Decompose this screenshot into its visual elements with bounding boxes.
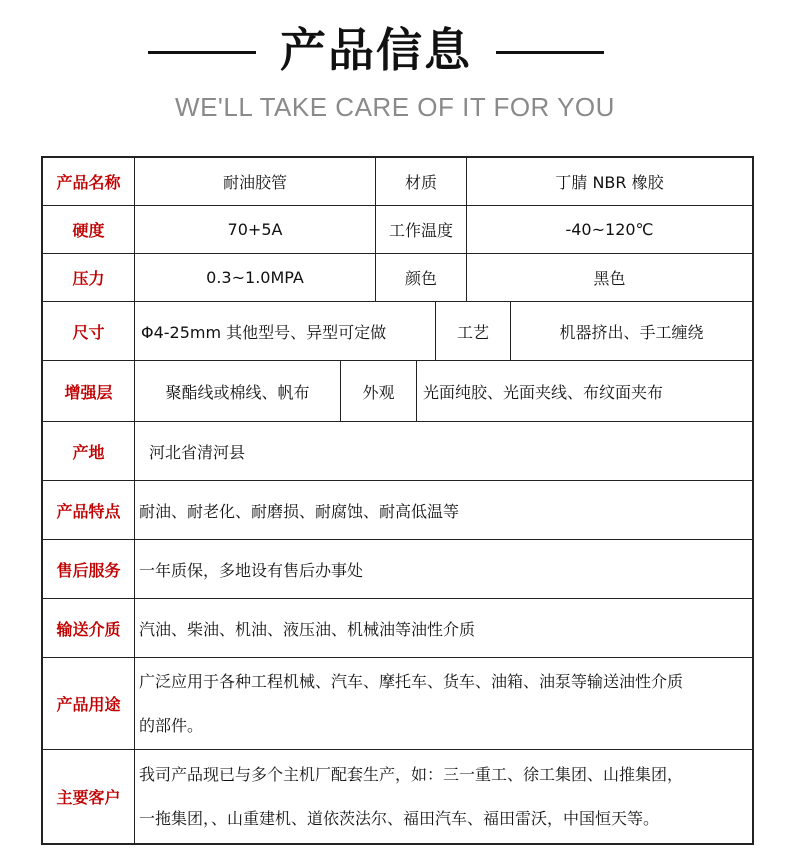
service-value: 一年质保，多地设有售后办事处 — [134, 540, 752, 598]
color-value: 黑色 — [466, 254, 752, 301]
name-value: 耐油胶管 — [134, 158, 375, 205]
title-rule-right — [496, 51, 604, 54]
pressure-label: 压力 — [72, 269, 105, 288]
row-hardness — [43, 206, 752, 254]
color-label: 颜色 — [375, 254, 466, 301]
reinforce-value: 聚酯线或棉线、帆布 — [134, 361, 340, 421]
features-value: 耐油、耐老化、耐磨损、耐腐蚀、耐高低温等 — [134, 481, 752, 539]
medium-label: 输送介质 — [56, 619, 121, 639]
size-label: 尺寸 — [72, 322, 105, 342]
row-pressure — [43, 254, 752, 302]
customers-line-1: 我司产品现已与多个主机厂配套生产，如：三一重工、徐工集团、山推集团， — [139, 764, 684, 784]
origin-value: 河北省清河县 — [134, 422, 752, 480]
usage-line-2: 的部件。 — [139, 715, 204, 735]
usage-line-1: 广泛应用于各种工程机械、汽车、摩托车、货车、油箱、油泵等输送油性介质 — [139, 671, 684, 691]
temp-label: 工作温度 — [375, 206, 466, 253]
customers-line-2: 一拖集团，、山重建机、道依茨法尔、福田汽车、福田雷沃，中国恒天等。 — [139, 808, 660, 828]
origin-label: 产地 — [72, 442, 105, 462]
row-usage — [43, 658, 752, 750]
row-size — [43, 302, 752, 361]
features-label: 产品特点 — [56, 501, 121, 521]
usage-label: 产品用途 — [56, 695, 121, 714]
customers-label: 主要客户 — [56, 788, 121, 807]
row-origin — [43, 422, 752, 481]
page-title: 产品信息 — [280, 23, 472, 77]
hardness-value: 70+5A — [134, 206, 375, 253]
header — [0, 0, 790, 155]
row-medium — [43, 599, 752, 658]
reinforce-label: 增强层 — [64, 382, 113, 402]
name-label: 产品名称 — [56, 173, 121, 192]
product-info-table — [41, 156, 754, 845]
craft-value: 机器挤出、手工缠绕 — [510, 302, 752, 360]
row-features — [43, 481, 752, 540]
craft-label: 工艺 — [435, 302, 510, 360]
appearance-label: 外观 — [340, 361, 416, 421]
service-label: 售后服务 — [56, 560, 121, 580]
row-name — [43, 158, 752, 206]
title-rule-left — [148, 51, 256, 54]
title-row — [0, 20, 790, 80]
size-value: Φ4-25mm 其他型号、异型可定做 — [134, 302, 435, 360]
page-subtitle: WE'LL TAKE CARE OF IT FOR YOU — [175, 92, 615, 122]
material-label: 材质 — [375, 158, 466, 205]
medium-value: 汽油、柴油、机油、液压油、机械油等油性介质 — [134, 599, 752, 657]
pressure-value: 0.3~1.0MPA — [134, 254, 375, 301]
row-customers — [43, 750, 752, 843]
material-value: 丁腈 NBR 橡胶 — [466, 158, 752, 205]
hardness-label: 硬度 — [72, 221, 105, 240]
appearance-value: 光面纯胶、光面夹线、布纹面夹布 — [416, 361, 752, 421]
usage-value — [134, 658, 752, 749]
customers-value — [134, 750, 752, 843]
row-reinforce — [43, 361, 752, 422]
row-service — [43, 540, 752, 599]
temp-value: -40~120℃ — [466, 206, 752, 253]
